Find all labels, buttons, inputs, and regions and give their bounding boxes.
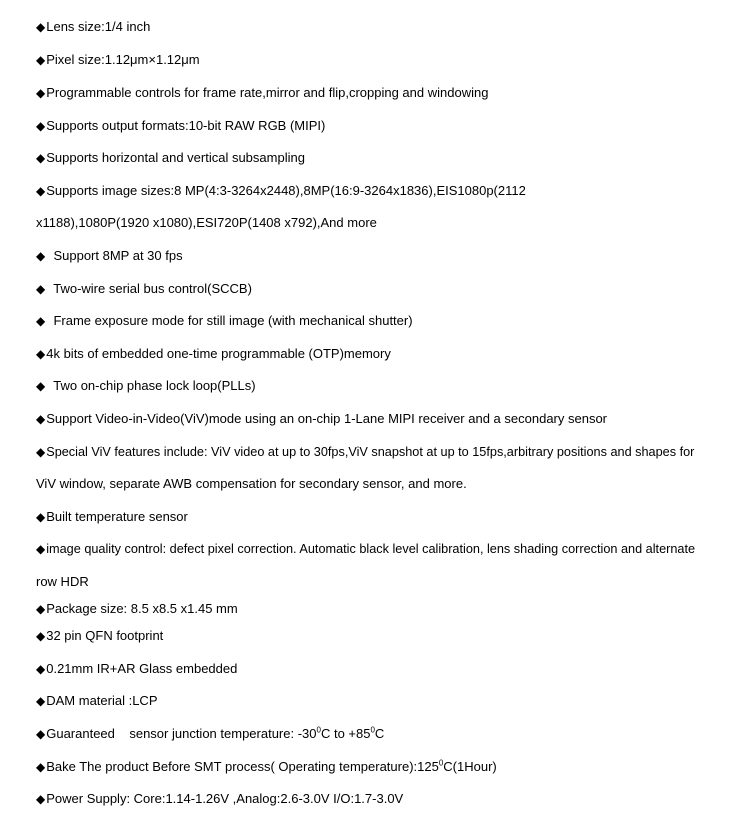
diamond-bullet-icon: ◆ — [36, 119, 46, 133]
diamond-bullet-icon: ◆ — [36, 510, 46, 524]
spec-line-otp-memory: ◆4k bits of embedded one-time programmable (OTP)memory — [36, 346, 391, 361]
spec-line-package-size: ◆Package size: 8.5 x8.5 x1.45 mm — [36, 601, 238, 616]
diamond-bullet-icon: ◆ — [36, 412, 46, 426]
diamond-bullet-icon: ◆ — [36, 347, 46, 361]
spec-line-image-quality-cont: row HDR — [36, 574, 89, 589]
spec-line-8mp-30fps: ◆ Support 8MP at 30 fps — [36, 248, 183, 263]
diamond-bullet-icon: ◆ — [36, 20, 46, 34]
spec-line-lens-size: ◆Lens size:1/4 inch — [36, 19, 151, 34]
diamond-bullet-icon: ◆ — [36, 760, 46, 774]
diamond-bullet-icon: ◆ — [36, 86, 46, 100]
spec-line-power-supply: ◆Power Supply: Core:1.14-1.26V ,Analog:2.6-3.0V I/O:1.7-3.0V — [36, 791, 404, 806]
diamond-bullet-icon: ◆ — [36, 184, 46, 198]
diamond-bullet-icon: ◆ — [36, 151, 46, 165]
spec-line-frame-exposure: ◆ Frame exposure mode for still image (with mechanical shutter) — [36, 313, 413, 328]
spec-line-plls: ◆ Two on-chip phase lock loop(PLLs) — [36, 378, 256, 393]
diamond-bullet-icon: ◆ — [36, 629, 46, 643]
diamond-bullet-icon: ◆ — [36, 792, 46, 806]
diamond-bullet-icon: ◆ — [36, 53, 46, 67]
spec-line-pixel-size: ◆Pixel size:1.12μm×1.12μm — [36, 52, 200, 67]
diamond-bullet-icon: ◆ — [36, 314, 46, 328]
spec-line-viv-features-cont: ViV window, separate AWB compensation for secondary sensor, and more. — [36, 476, 467, 491]
spec-line-qfn-footprint: ◆32 pin QFN footprint — [36, 628, 164, 643]
diamond-bullet-icon: ◆ — [36, 602, 46, 616]
spec-line-ir-glass: ◆0.21mm IR+AR Glass embedded — [36, 661, 238, 676]
spec-line-output-formats: ◆Supports output formats:10-bit RAW RGB (MIPI) — [36, 118, 326, 133]
diamond-bullet-icon: ◆ — [36, 282, 46, 296]
spec-line-viv-features: ◆Special ViV features include: ViV video at up to 30fps,ViV snapshot at up to 15fps,arbitrary positions and shapes for — [36, 445, 695, 459]
diamond-bullet-icon: ◆ — [36, 445, 46, 459]
spec-line-viv-mode: ◆Support Video-in-Video(ViV)mode using an on-chip 1-Lane MIPI receiver and a secondary sensor — [36, 411, 608, 426]
spec-line-junction-temperature: ◆Guaranteed sensor junction temperature: $-30^0C$ to $+85^0C$ — [36, 725, 385, 741]
spec-line-bake: ◆Bake The product Before SMT process( Operating $temperature):125^0C(1Hour)$ — [36, 758, 497, 774]
diamond-bullet-icon: ◆ — [36, 542, 46, 556]
spec-line-temperature-sensor: ◆Built temperature sensor — [36, 509, 188, 524]
diamond-bullet-icon: ◆ — [36, 662, 46, 676]
spec-line-subsampling: ◆Supports horizontal and vertical subsampling — [36, 150, 305, 165]
spec-line-sccb: ◆ Two-wire serial bus control(SCCB) — [36, 281, 252, 296]
diamond-bullet-icon: ◆ — [36, 379, 46, 393]
spec-line-image-quality: ◆image quality control: defect pixel correction. Automatic black level calibration, lens shading correction and alternate — [36, 542, 696, 556]
diamond-bullet-icon: ◆ — [36, 727, 46, 741]
diamond-bullet-icon: ◆ — [36, 249, 46, 263]
spec-line-programmable-controls: ◆Programmable controls for frame rate,mirror and flip,cropping and windowing — [36, 85, 489, 100]
spec-line-image-sizes-cont: x1188),1080P(1920 x1080),ESI720P(1408 x792),And more — [36, 215, 377, 230]
spec-line-image-sizes: ◆Supports image sizes:8 MP(4:3-3264x2448),8MP(16:9-3264x1836),EIS1080p(2112 — [36, 183, 526, 198]
diamond-bullet-icon: ◆ — [36, 694, 46, 708]
spec-line-dam-material: ◆DAM material :LCP — [36, 693, 158, 708]
